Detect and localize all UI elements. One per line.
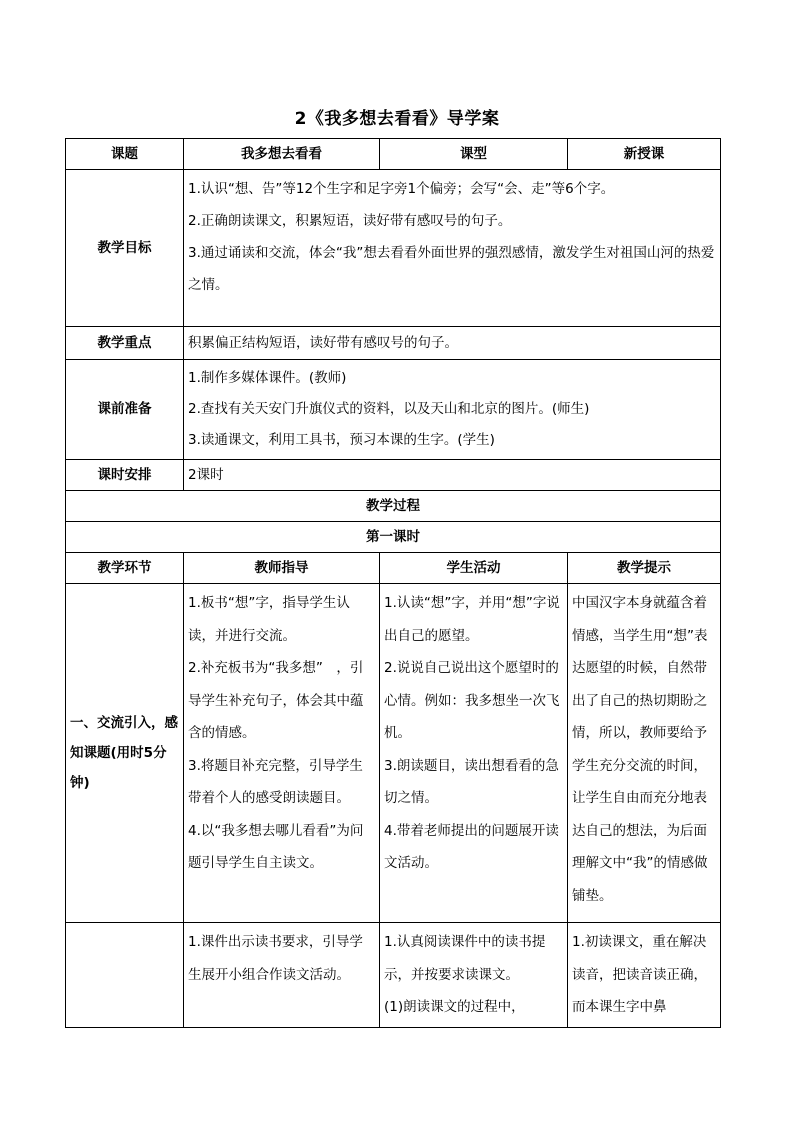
student-step: 2.说说自己说出这个愿望时的心情。例如：我多想坐一次飞机。 [384,660,560,741]
goal-item: 2.正确朗读课文，积累短语，读好带有感叹号的句子。 [188,213,512,229]
process-title-row [66,491,721,522]
stage1-row [66,584,721,923]
focus-label: 教学重点 [66,327,184,360]
stage2-tips: 1.初读课文，重在解决读音，把读音读正确，而本课生字中鼻 [568,923,721,1028]
process-title: 教学过程 [66,491,721,522]
col-teacher-header: 教师指导 [184,553,380,584]
student-step: 4.带着老师提出的问题展开读文活动。 [384,822,559,871]
col-tips-header: 教学提示 [568,553,721,584]
document-title: 2《我多想去看看》导学案 [294,109,500,129]
schedule-row [66,460,721,491]
topic-label: 课题 [66,139,184,170]
prep-item: 2.查找有关天安门升旗仪式的资料，以及天山和北京的图片。(师生) [188,401,590,417]
lesson-one-title-row [66,522,721,553]
stage2-label [66,923,184,1028]
header-row [66,139,721,170]
stage1-student [380,584,568,923]
prep-item: 1.制作多媒体课件。(教师) [188,370,347,386]
focus-row [66,327,721,360]
col-student-header: 学生活动 [380,553,568,584]
lesson-one-title: 第一课时 [66,522,721,553]
goals-row [66,170,721,327]
stage1-tips: 中国汉字本身就蕴含着情感，当学生用“想”表达愿望的时候，自然带出了自己的热切期盼之情，所以，教师要给予学生充分交流的时间，让学生自由而充分地表达自己的想法，为后面理解文中“我”的情感做铺垫。 [568,584,721,923]
student-step: 1.认读“想”字，并用“想”字说出自己的愿望。 [384,595,560,644]
student-step: (1)朗读课文的过程中， [384,999,525,1015]
stage2-teacher: 1.课件出示读书要求，引导学生展开小组合作读文活动。 [184,923,380,1028]
goals-content [184,170,721,327]
prep-label: 课前准备 [66,360,184,460]
goals-label: 教学目标 [66,170,184,327]
col-stage-header: 教学环节 [66,553,184,584]
stage1-label: 一、交流引入，感知课题(用时5分钟) [66,584,184,923]
teacher-step: 1.板书“想”字，指导学生认读，并进行交流。 [188,595,350,644]
lesson-plan-table [65,138,721,1028]
type-label: 课型 [380,139,568,170]
column-header-row [66,553,721,584]
schedule-label: 课时安排 [66,460,184,491]
stage2-student [380,923,568,1028]
student-step: 1.认真阅读课件中的读书提示，并按要求读课文。 [384,934,546,983]
stage1-teacher [184,584,380,923]
teacher-step: 4.以“我多想去哪儿看看”为问题引导学生自主读文。 [188,822,364,871]
prep-row [66,360,721,460]
prep-item: 3.读通课文，利用工具书，预习本课的生字。(学生) [188,432,495,448]
type-value: 新授课 [568,139,721,170]
schedule-value: 2课时 [184,460,721,491]
prep-content [184,360,721,460]
student-step: 3.朗读题目，读出想看看的急切之情。 [384,757,559,806]
focus-value: 积累偏正结构短语，读好带有感叹号的句子。 [184,327,721,360]
stage2-row [66,923,721,1028]
goal-item: 1.认识“想、告”等12个生字和足字旁1个偏旁；会写“会、走”等6个字。 [188,181,615,197]
teacher-step: 3.将题目补充完整，引导学生带着个人的感受朗读题目。 [188,757,363,806]
topic-value: 我多想去看看 [184,139,380,170]
goal-item: 3.通过诵读和交流，体会“我”想去看看外面世界的强烈感情，激发学生对祖国山河的热爱之情。 [188,245,715,293]
teacher-step: 2.补充板书为“我多想” ，引导学生补充句子，体会其中蕴含的情感。 [188,660,364,741]
